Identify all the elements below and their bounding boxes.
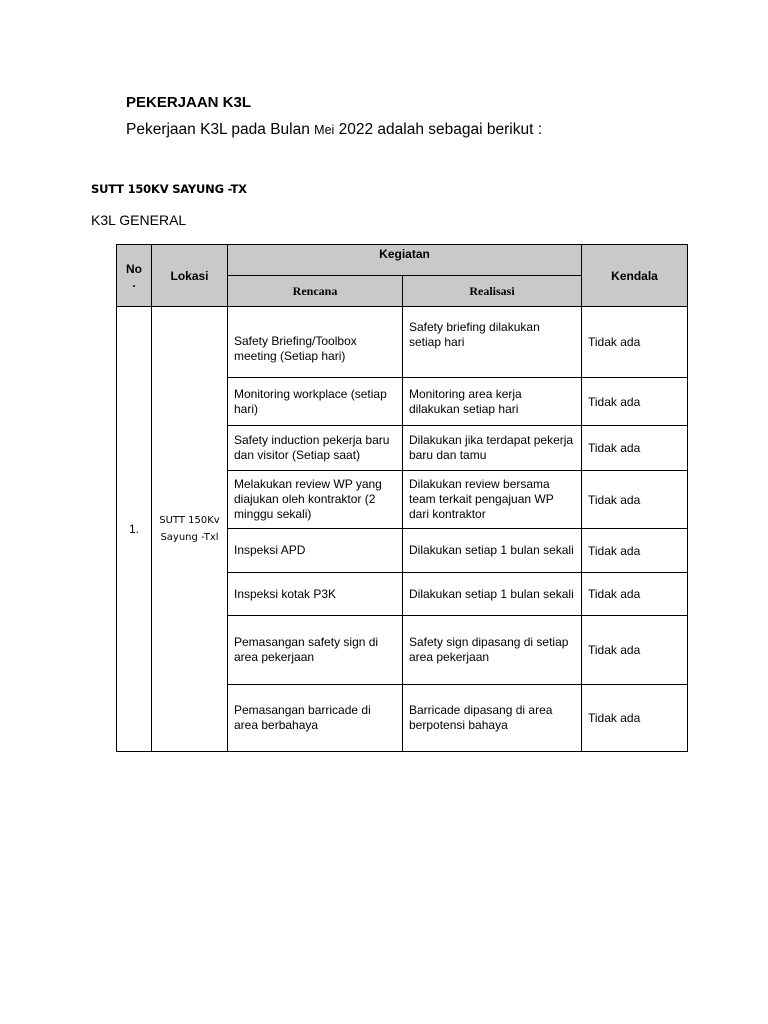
cell-rencana: Melakukan review WP yang diajukan oleh kontraktor (2 minggu sekali)	[228, 471, 403, 529]
header-lokasi: Lokasi	[152, 245, 228, 307]
header-no: No .	[117, 245, 152, 307]
cell-realisasi: Dilakukan review bersama team terkait pengajuan WP dari kontraktor	[403, 471, 582, 529]
page-heading: PEKERJAAN K3L	[126, 94, 252, 111]
cell-realisasi: Safety briefing dilakukan setiap hari	[403, 307, 582, 378]
cell-rencana: Pemasangan safety sign di area pekerjaan	[228, 616, 403, 685]
cell-kendala: Tidak ada	[582, 426, 688, 471]
header-rencana: Rencana	[228, 276, 403, 307]
cell-kendala: Tidak ada	[582, 471, 688, 529]
cell-kendala: Tidak ada	[582, 529, 688, 573]
cell-lokasi: SUTT 150Kv Sayung -Txl	[152, 307, 228, 752]
cell-realisasi: Barricade dipasang di area berpotensi bahaya	[403, 685, 582, 752]
intro-text-start: Pekerjaan K3L pada Bulan	[126, 121, 315, 138]
cell-rencana: Monitoring workplace (setiap hari)	[228, 378, 403, 426]
cell-kendala: Tidak ada	[582, 616, 688, 685]
intro-month: Mei	[314, 123, 335, 137]
cell-kendala: Tidak ada	[582, 378, 688, 426]
header-kegiatan: Kegiatan	[228, 245, 582, 276]
subsection-title: K3L GENERAL	[91, 212, 187, 228]
header-kendala: Kendala	[582, 245, 688, 307]
header-realisasi: Realisasi	[403, 276, 582, 307]
section-title: SUTT 150KV SAYUNG -TX	[91, 182, 247, 196]
cell-rencana: Safety induction pekerja baru dan visitor (Setiap saat)	[228, 426, 403, 471]
cell-no: 1.	[117, 307, 152, 752]
cell-kendala: Tidak ada	[582, 685, 688, 752]
cell-realisasi: Safety sign dipasang di setiap area pekerjaan	[403, 616, 582, 685]
cell-realisasi: Dilakukan jika terdapat pekerja baru dan tamu	[403, 426, 582, 471]
cell-kendala: Tidak ada	[582, 307, 688, 378]
cell-rencana: Inspeksi APD	[228, 529, 403, 573]
k3l-table	[116, 244, 688, 752]
cell-rencana: Pemasangan barricade di area berbahaya	[228, 685, 403, 752]
cell-realisasi: Monitoring area kerja dilakukan setiap hari	[403, 378, 582, 426]
intro-paragraph	[126, 121, 542, 139]
cell-realisasi: Dilakukan setiap 1 bulan sekali	[403, 529, 582, 573]
cell-rencana: Safety Briefing/Toolbox meeting (Setiap hari)	[228, 307, 403, 378]
cell-realisasi: Dilakukan setiap 1 bulan sekali	[403, 573, 582, 616]
cell-kendala: Tidak ada	[582, 573, 688, 616]
table-row	[117, 307, 688, 378]
intro-text-end: 2022 adalah sebagai berikut :	[334, 121, 542, 138]
cell-rencana: Inspeksi kotak P3K	[228, 573, 403, 616]
